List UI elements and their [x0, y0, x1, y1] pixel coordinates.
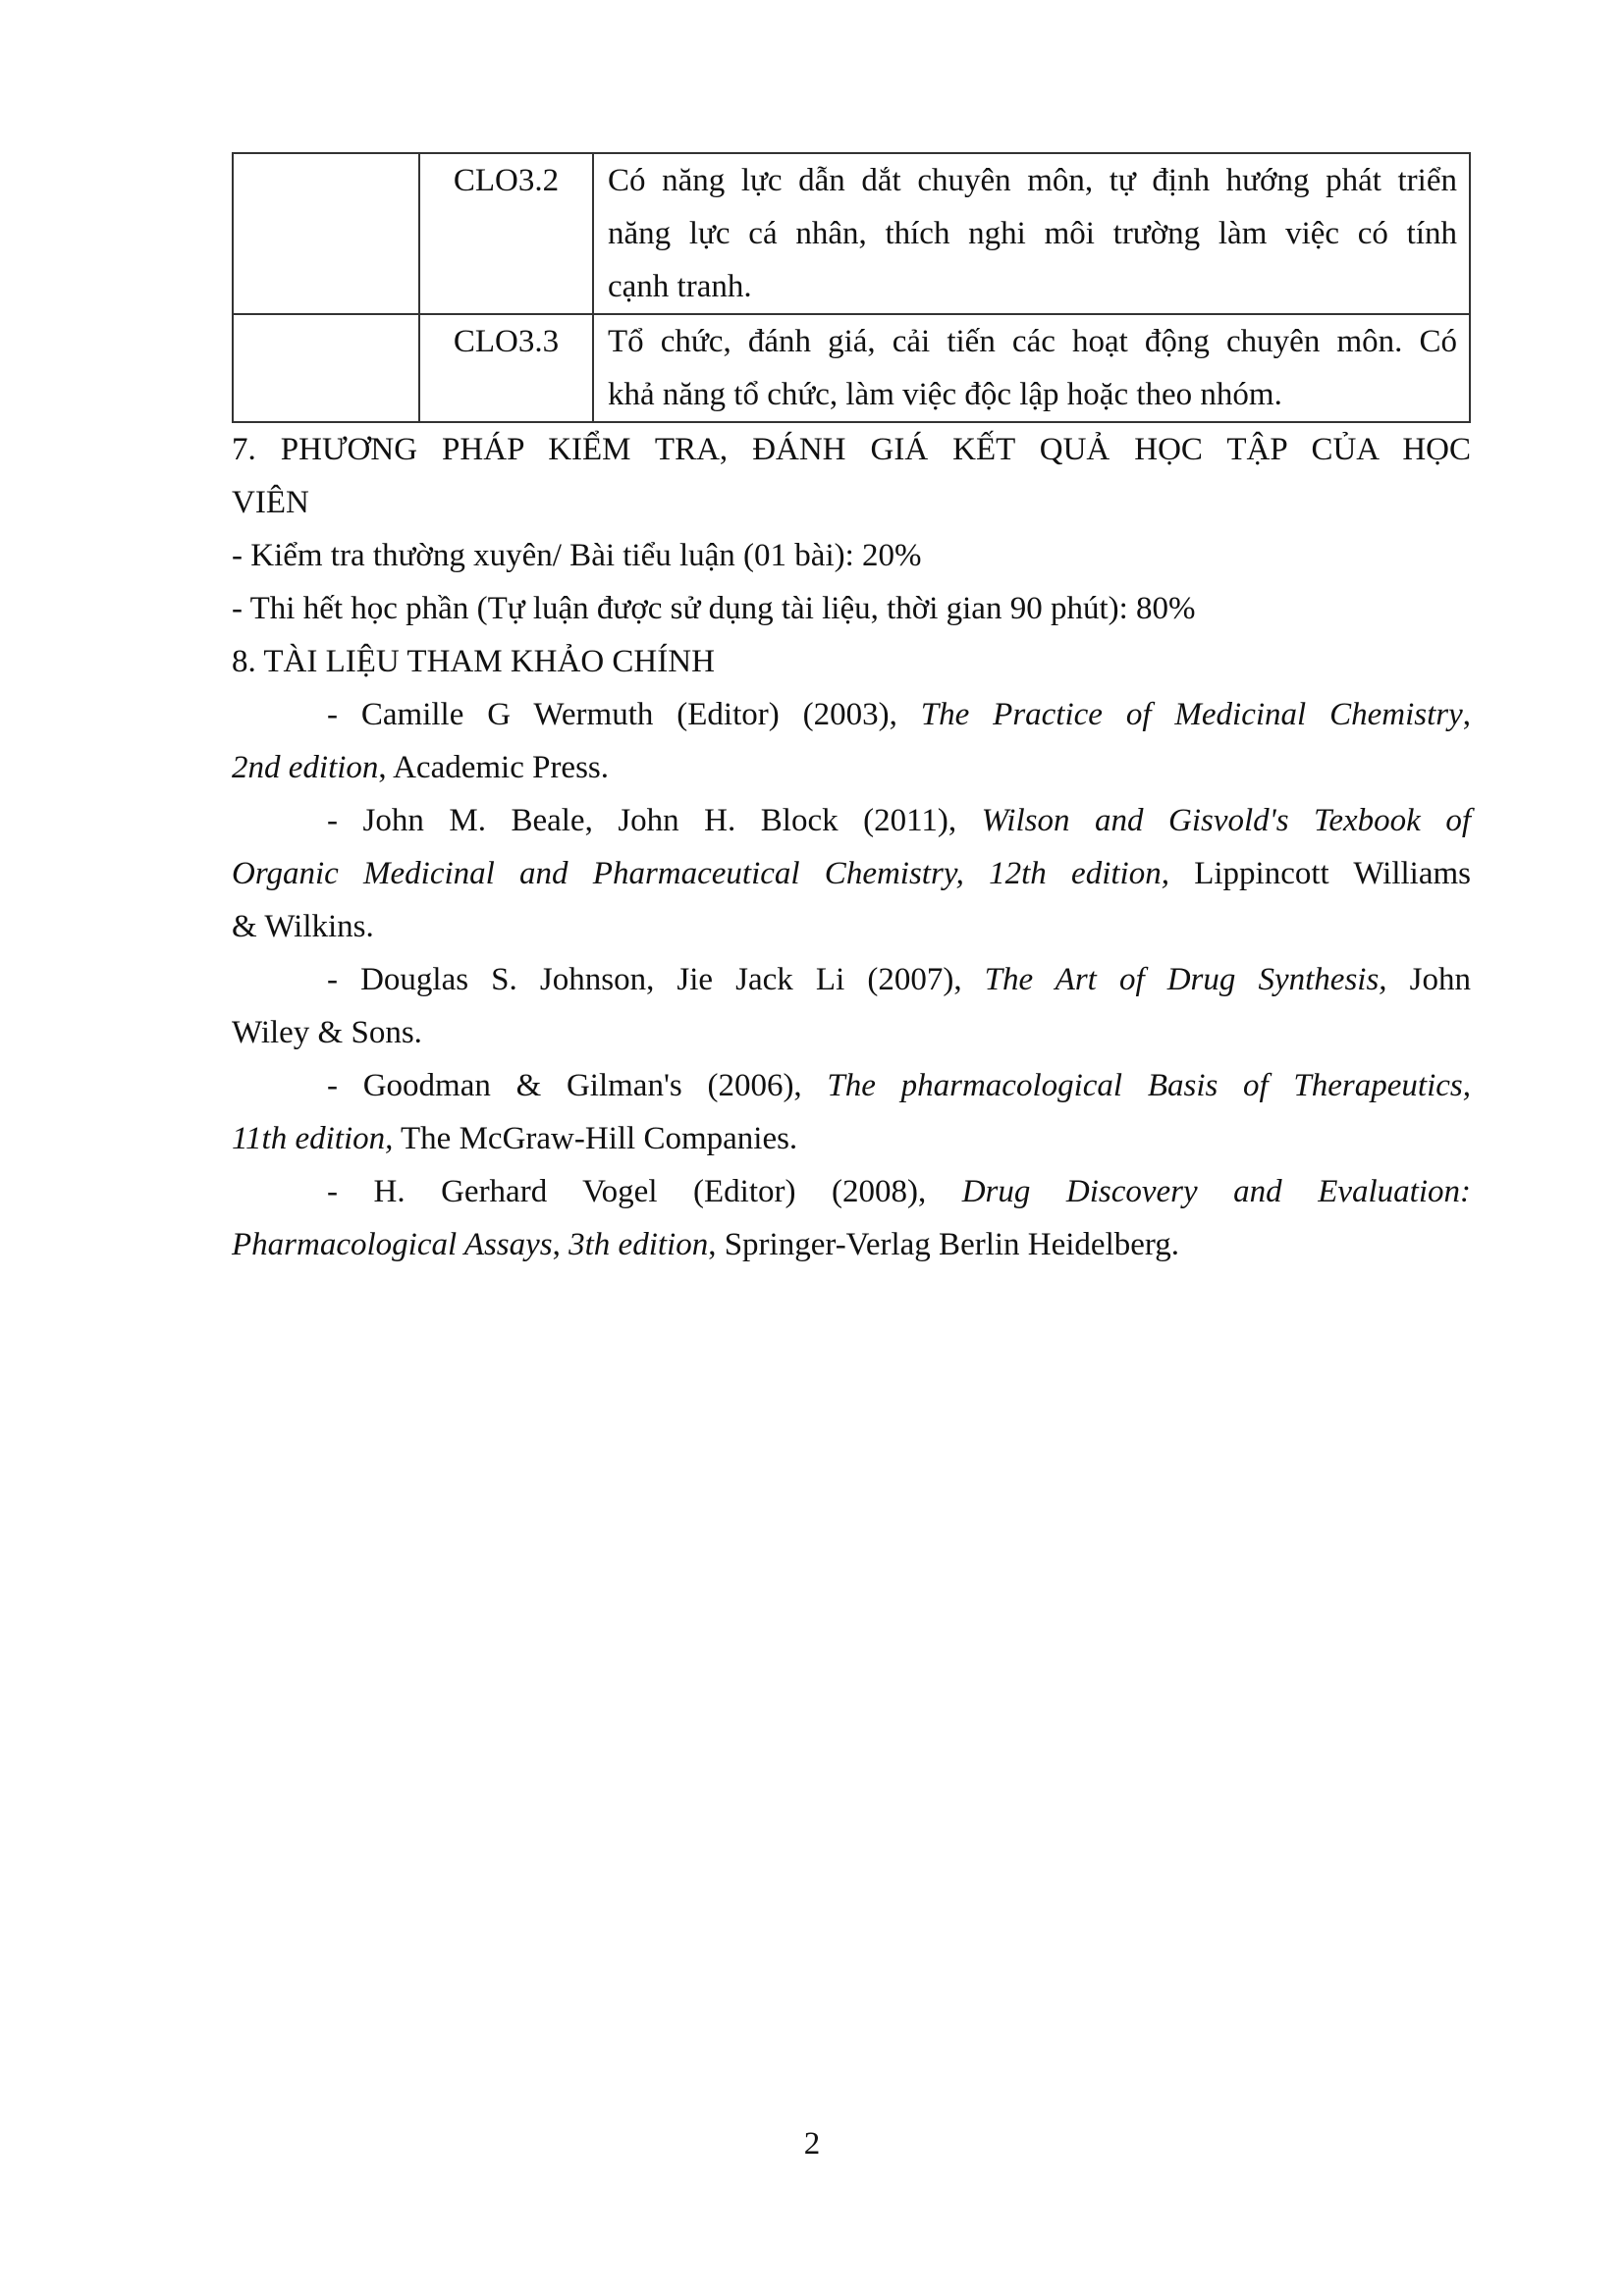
- assessment-item: - Thi hết học phần (Tự luận được sử dụng tài liệu, thời gian 90 phút): 80%: [232, 591, 1196, 626]
- ref-publisher: Lippincott Williams: [1168, 856, 1471, 891]
- empty-cell: [233, 153, 419, 314]
- description-line: Tổ chức, đánh giá, cải tiến các hoạt động chuyên môn. Có: [608, 324, 1457, 359]
- ref-title: Drug Discovery and Evaluation:: [961, 1174, 1471, 1209]
- ref-authors: - Douglas S. Johnson, Jie Jack Li (2007),: [327, 962, 985, 997]
- ref-publisher: John: [1386, 962, 1472, 997]
- reference-item: [232, 794, 1471, 953]
- table-row: [233, 314, 1470, 422]
- ref-publisher: The McGraw-Hill Companies.: [393, 1121, 798, 1156]
- page-number: 2: [803, 2126, 821, 2162]
- ref-title: Wilson and Gisvold's Texbook of: [981, 803, 1471, 838]
- ref-publisher: & Wilkins.: [232, 909, 374, 944]
- empty-cell: [233, 314, 419, 422]
- clo-code: CLO3.2: [419, 153, 593, 314]
- ref-title: The Art of Drug Synthesis,: [984, 962, 1387, 997]
- ref-publisher: Wiley & Sons.: [232, 1015, 422, 1050]
- section-heading: 7. PHƯƠNG PHÁP KIỂM TRA, ĐÁNH GIÁ KẾT QUẢ HỌC TẬP CỦA HỌC: [232, 432, 1471, 467]
- description-line: cạnh tranh.: [608, 269, 752, 304]
- reference-item: - H. Gerhard Vogel (Editor) (2008), Drug Discovery and Evaluation: Pharmacological Assays, 3th edition, Springer-Verlag Berlin Heidelberg.: [232, 1174, 1471, 1262]
- section-heading-continued: VIÊN: [232, 485, 309, 520]
- ref-edition: 2nd edition: [232, 750, 379, 785]
- section-7: [232, 423, 1471, 635]
- clo-code: CLO3.3: [419, 314, 593, 422]
- ref-title: Pharmacological Assays: [232, 1227, 553, 1262]
- description-line: khả năng tổ chức, làm việc độc lập hoặc theo nhóm.: [608, 377, 1282, 412]
- reference-item: [232, 1059, 1471, 1165]
- ref-title: The Practice of Medicinal Chemistry: [920, 697, 1463, 732]
- ref-edition: 3th edition: [568, 1227, 709, 1262]
- ref-publisher: , Academic Press.: [378, 750, 610, 785]
- ref-edition: 11th edition,: [232, 1121, 394, 1156]
- section-8: [232, 635, 1471, 1271]
- ref-authors: - Goodman & Gilman's (2006),: [327, 1068, 828, 1103]
- ref-title: The pharmacological Basis of Therapeutics,: [827, 1068, 1471, 1103]
- clo-description: [593, 314, 1470, 422]
- ref-publisher: , Springer-Verlag Berlin Heidelberg.: [708, 1227, 1180, 1262]
- description-line: Có năng lực dẫn dắt chuyên môn, tự định hướng phát triển: [608, 163, 1457, 198]
- reference-item: [232, 953, 1471, 1059]
- ref-authors: - Camille G Wermuth (Editor) (2003),: [327, 697, 921, 732]
- clo-description: [593, 153, 1470, 314]
- description-line: năng lực cá nhân, thích nghi môi trường làm việc có tính: [608, 216, 1457, 251]
- clo-table: [232, 152, 1471, 423]
- assessment-item: - Kiểm tra thường xuyên/ Bài tiểu luận (01 bài): 20%: [232, 538, 922, 573]
- ref-authors: - John M. Beale, John H. Block (2011),: [327, 803, 982, 838]
- ref-authors: - H. Gerhard Vogel (Editor) (2008),: [327, 1174, 962, 1209]
- reference-item: - Camille G Wermuth (Editor) (2003), The Practice of Medicinal Chemistry, 2nd edition, Academic Press.: [232, 697, 1471, 785]
- section-heading: 8. TÀI LIỆU THAM KHẢO CHÍNH: [232, 644, 715, 679]
- document-page: [232, 152, 1471, 1271]
- ref-title: Organic Medicinal and Pharmaceutical Chemistry, 12th edition,: [232, 856, 1169, 891]
- table-row: [233, 153, 1470, 314]
